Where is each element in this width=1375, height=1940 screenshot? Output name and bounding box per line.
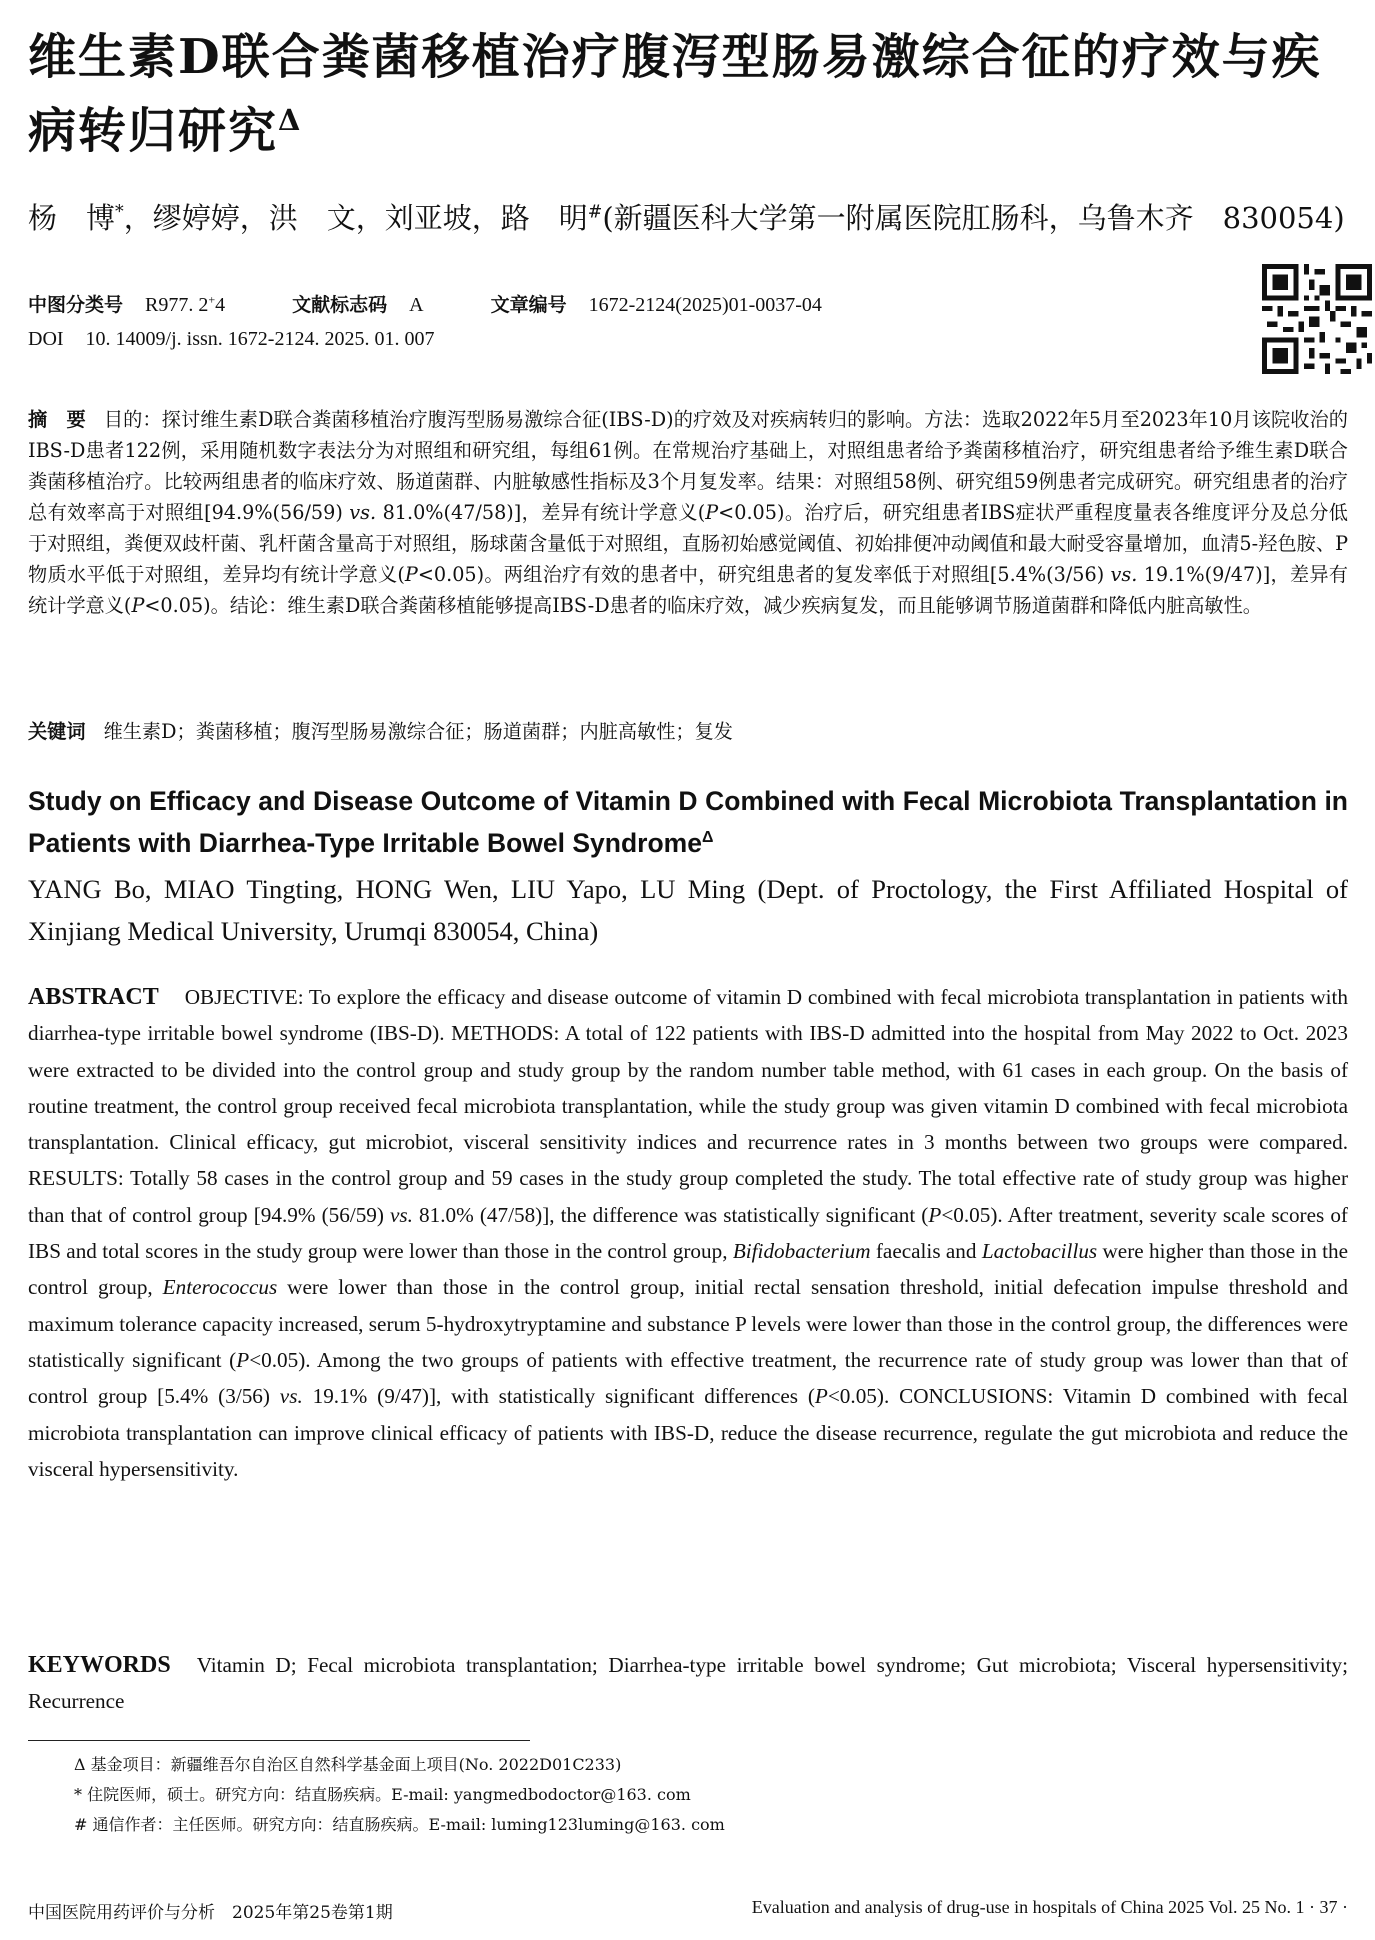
title-cn-fund-mark: Δ <box>278 103 303 137</box>
footer-journal-cn: 中国医院用药评价与分析 2025年第25卷第1期 <box>28 1903 393 1923</box>
keywords-cn-label: 关键词 <box>28 720 86 743</box>
paper-page <box>28 0 1348 1940</box>
keywords-cn: 关键词 维生素D；粪菌移植；腹泻型肠易激综合征；肠道菌群；内脏高敏性；复发 <box>28 720 733 743</box>
abstract-cn: 摘 要 目的：探讨维生素D联合粪菌移植治疗腹泻型肠易激综合征(IBS-D)的疗效及对疾病转归的影响。方法：选取2022年5月至2023年10月该院收治的IBS-D患者122例，采用随机数字表法分为对照组和研究组，每组61例。在常规治疗基础上，对照组患者给予粪菌移植治疗，研究组患者给予维生素D联合粪菌移植治疗。比较两组患者的临床疗效、肠道菌群、内脏敏感性指标及3个月复发率。结果：对照组58例、研究组59例患者完成研究。研究组患者的治疗总有效率高于对照组[94.9%(56/59) vs. 81.0%(47/58)]，差异有统计学意义(P<0.05)。治疗后，研究组患者IBS症状严重程度量表各维度评分及总分低于对照组，粪便双歧杆菌、乳杆菌含量高于对照组，肠球菌含量低于对照组，直肠初始感觉阈值、初始排便冲动阈值和最大耐受容量增加，血清5-羟色胺、P物质水平低于对照组，差异均有统计学意义(P<0.05)。两组治疗有效的患者中，研究组患者的复发率低于对照组[5.4%(3/56) vs. 19.1%(9/47)]，差异有统计学意义(P<0.05)。结论：维生素D联合粪菌移植能够提高IBS-D患者的临床疗效，减少疾病复发，而且能够调节肠道菌群和降低内脏高敏性。 <box>28 408 1348 617</box>
doi-row: DOI 10. 14009/j. issn. 1672-2124. 2025. 01. 007 <box>28 328 435 350</box>
abstract-en: ABSTRACT OBJECTIVE: To explore the efficacy and disease outcome of vitamin D combined with fecal microbiota transplantation in patients with diarrhea-type irritable bowel syndrome (IBS-D). METHODS: A total of 122 patients with IBS-D admitted into the hospital from May 2022 to Oct. 2023 were extracted to be divided into the control group and study group by the random number table method, with 61 cases in each group. On the basis of routine treatment, the control group received fecal microbiota transplantation, while the study group was given vitamin D combined with fecal microbiota transplantation. Clinical efficacy, gut microbiot, visceral sensitivity indices and recurrence rates in 3 months between two groups were compared. RESULTS: Totally 58 cases in the control group and 59 cases in the study group completed the study. The total effective rate of study group was higher than that of control group [94.9% (56/59) vs. 81.0% (47/58)], the difference was statistically significant (P<0.05). After treatment, severity scale scores of IBS and total scores in the study group were lower than those in the control group, Bifidobacterium faecalis and Lactobacillus were higher than those in the control group, Enterococcus were lower than those in the control group, initial rectal sensation threshold, initial defecation impulse threshold and maximum tolerance capacity increased, serum 5-hydroxytryptamine and substance P levels were lower than those in the control group, the differences were statistically significant (P<0.05). Among the two groups of patients with effective treatment, the recurrence rate of study group was lower than that of control group [5.4% (3/56) vs. 19.1% (9/47)], with statistically significant differences (P<0.05). CONCLUSIONS: Vitamin D combined with fecal microbiota transplantation can improve clinical efficacy of patients with IBS-D, reduce the disease recurrence, regulate the gut microbiota and reduce the visceral hypersensitivity. <box>28 984 1348 1481</box>
article-number: 文章编号 1672-2124(2025)01-0037-04 <box>490 294 822 316</box>
clc-number: 中图分类号 R977. 2+4 <box>28 292 226 316</box>
meta-row-classification <box>28 290 822 317</box>
authors-en: YANG Bo, MIAO Tingting, HONG Wen, LIU Yapo, LU Ming (Dept. of Proctology, the First Affiliated Hospital of Xinjiang Medical University, Urumqi 830054, China) <box>28 874 1348 946</box>
keywords-en: KEYWORDS Vitamin D; Fecal microbiota transplantation; Diarrhea-type irritable bowel syndrome; Gut microbiota; Visceral hypersensitivity; Recurrence <box>28 1652 1348 1714</box>
doi-value: 10. 14009/j. issn. 1672-2124. 2025. 01. 007 <box>85 328 435 350</box>
footnote-corresponding-author: # 通信作者：主任医师。研究方向：结直肠疾病。E-mail: luming123luming@163. com <box>74 1815 725 1834</box>
title-cn: 维生素D联合粪菌移植治疗腹泻型肠易激综合征的疗效与疾病转归研究$^\Delta$ <box>28 29 1322 159</box>
qr-code-icon <box>1262 264 1372 374</box>
footer-journal-en: Evaluation and analysis of drug-use in hospitals of China 2025 Vol. 25 No. 1 · 37 · <box>751 1897 1348 1917</box>
title-en: Study on Efficacy and Disease Outcome of Vitamin D Combined with Fecal Microbiota Transplantation in Patients with Diarrhea-Type Irritable Bowel Syndrome$^\Delta$ <box>28 786 1348 858</box>
document-code: 文献标志码 A <box>292 294 424 316</box>
footnote-fund: Δ 基金项目：新疆维吾尔自治区自然科学基金面上项目(No. 2022D01C233) <box>74 1755 622 1774</box>
title-en-fund-mark: Δ <box>701 829 714 847</box>
footnote-first-author: * 住院医师，硕士。研究方向：结直肠疾病。E-mail: yangmedbodoctor@163. com <box>74 1785 691 1804</box>
keywords-en-label: KEYWORDS <box>28 1652 171 1678</box>
abstract-cn-label: 摘 要 <box>28 408 86 431</box>
footnotes <box>74 1750 1334 1840</box>
footnote-divider <box>28 1740 530 1741</box>
abstract-en-label: ABSTRACT <box>28 984 159 1010</box>
authors-cn: 杨 博*，缪婷婷，洪 文，刘亚坡，路 明#(新疆医科大学第一附属医院肛肠科，乌鲁木齐 830054) <box>28 201 1345 235</box>
